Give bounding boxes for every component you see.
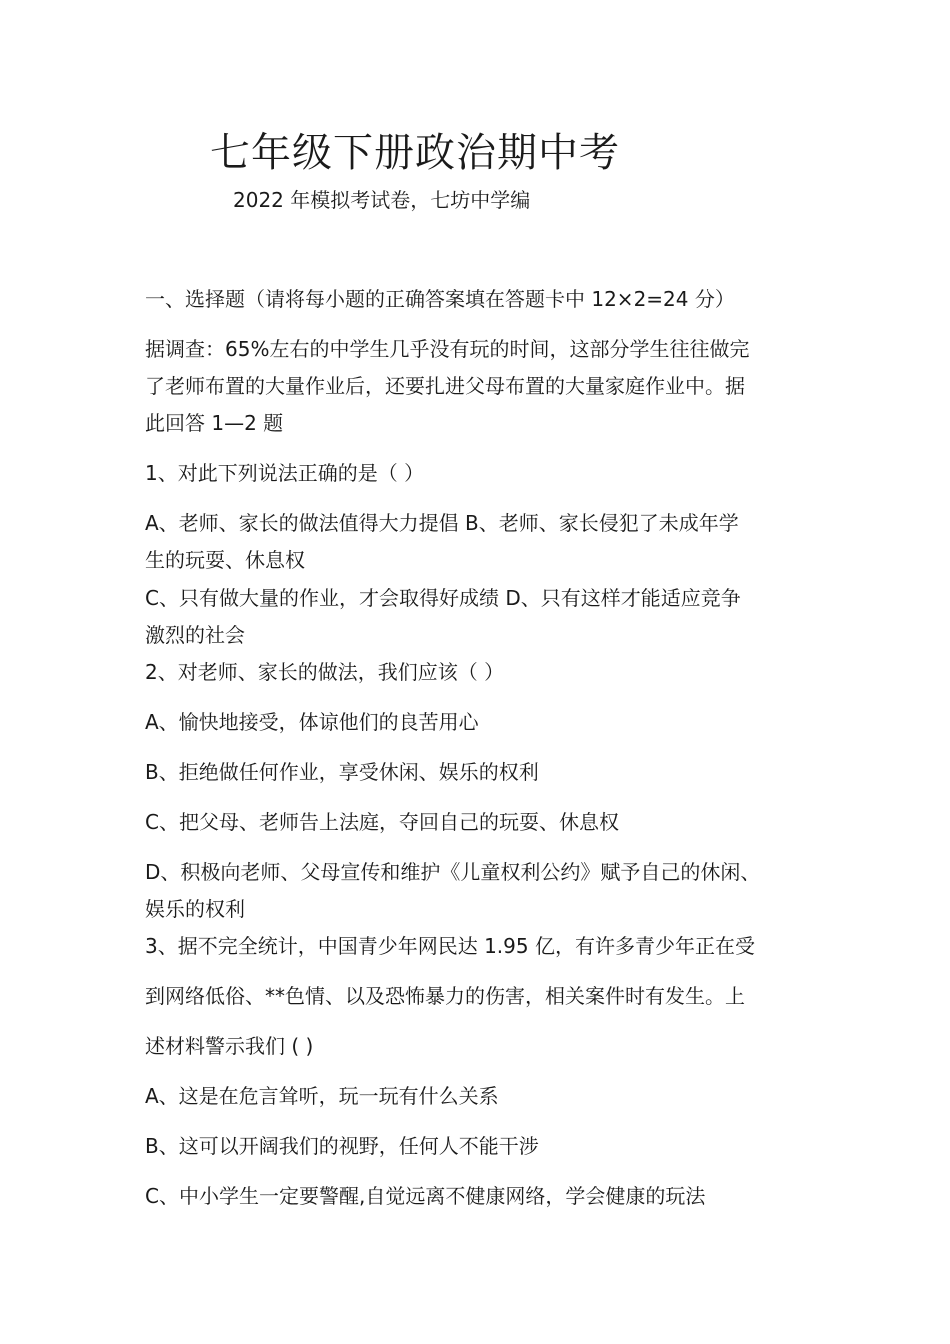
- material-line: 了老师布置的大量作业后，还要扎进父母布置的大量家庭作业中。据: [145, 374, 745, 398]
- question-3-option-c: C、中小学生一定要警醒,自觉远离不健康网络，学会健康的玩法: [145, 1184, 706, 1208]
- question-2-option-a: A、愉快地接受，体谅他们的良苦用心: [145, 710, 479, 734]
- section-heading: 一、选择题（请将每小题的正确答案填在答题卡中 12×2=24 分）: [145, 287, 735, 311]
- question-3-stem-line: 述材料警示我们 ( ): [145, 1034, 314, 1058]
- material-line: 据调查：65%左右的中学生几乎没有玩的时间，这部分学生往往做完: [145, 337, 750, 361]
- question-3-stem-line: 到网络低俗、**色情、以及恐怖暴力的伤害，相关案件时有发生。上: [145, 984, 745, 1008]
- question-2-option-d-cont: 娱乐的权利: [145, 897, 245, 921]
- question-1-stem: 1、对此下列说法正确的是（ ）: [145, 461, 425, 485]
- question-2-option-d: D、积极向老师、父母宣传和维护《儿童权利公约》赋予自己的休闲、: [145, 860, 761, 884]
- page-subtitle: 2022 年模拟考试卷，七坊中学编: [233, 188, 531, 212]
- question-1-option-line: A、老师、家长的做法值得大力提倡 B、老师、家长侵犯了未成年学: [145, 511, 739, 535]
- question-3-option-a: A、这是在危言耸听，玩一玩有什么关系: [145, 1084, 499, 1108]
- question-2-option-b: B、拒绝做任何作业，享受休闲、娱乐的权利: [145, 760, 539, 784]
- question-1-option-line: C、只有做大量的作业，才会取得好成绩 D、只有这样才能适应竞争: [145, 586, 741, 610]
- question-3-stem-line: 3、据不完全统计，中国青少年网民达 1.95 亿，有许多青少年正在受: [145, 934, 755, 958]
- question-3-option-b: B、这可以开阔我们的视野，任何人不能干涉: [145, 1134, 539, 1158]
- page-title: 七年级下册政治期中考: [210, 130, 620, 176]
- question-2-option-c: C、把父母、老师告上法庭，夺回自己的玩耍、休息权: [145, 810, 619, 834]
- material-line: 此回答 1—2 题: [145, 411, 284, 435]
- question-1-option-line: 激烈的社会: [145, 623, 245, 647]
- question-2-stem: 2、对老师、家长的做法，我们应该（ ）: [145, 660, 505, 684]
- question-1-option-line: 生的玩耍、休息权: [145, 548, 305, 572]
